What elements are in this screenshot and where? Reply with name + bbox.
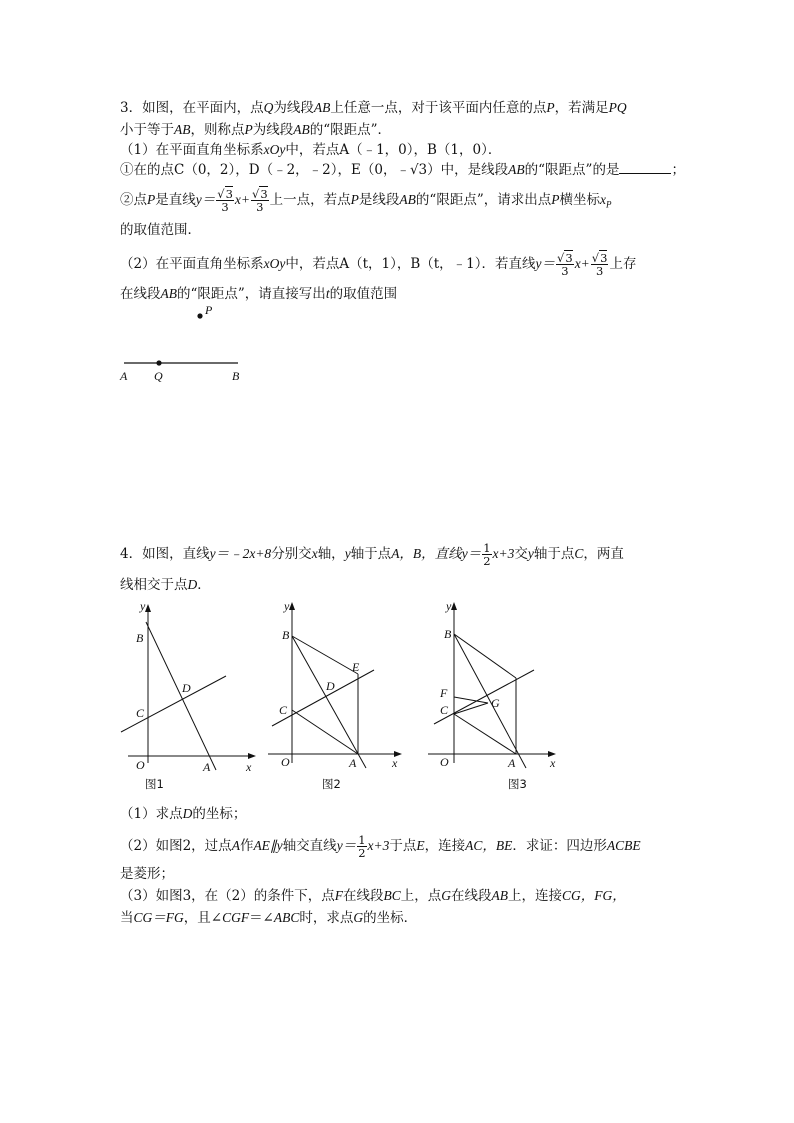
y-axis-arrow: [145, 604, 151, 612]
fraction-one-half: $\frac{1}{2}$: [358, 833, 366, 860]
label-b: B: [444, 627, 452, 641]
point-p: [197, 313, 202, 318]
label-b: B: [282, 628, 290, 642]
p4-question-2: （2）如图2，过点A作AE∥y轴交直线y＝ $\frac{1}{2}$ x+3于点E，连接AC，BE．求证：四边形ACBE: [120, 833, 641, 860]
p3-line-6: 的取值范围．: [120, 222, 201, 238]
label-o: O: [136, 758, 145, 772]
figure-3: [420, 598, 570, 798]
p3-line-5: ②点P是直线y＝ $\frac{√3}{3}$ x+ $\frac{√3}{3}$ 上一点，若点P是线段AB的“限距点”，请求出点P横坐标$x_P$: [120, 187, 612, 214]
p4-question-1: （1）求点D的坐标；: [120, 806, 247, 822]
label-g: G: [491, 696, 500, 710]
label-x: x: [392, 756, 398, 770]
label-d: D: [326, 679, 335, 693]
p3-line-4: ①在的点C（0，2），D（﹣2，﹣2），E（0，﹣√3）中，是线段AB的“限距点”的是 ；: [120, 162, 685, 178]
segment-ac: [454, 714, 516, 754]
label-y: y: [140, 599, 146, 613]
segment-ac: [292, 710, 358, 754]
line-cd: [272, 670, 374, 726]
label-a: A: [349, 756, 357, 770]
p3-line-1: 3．如图，在平面内，点Q为线段AB上任意一点，对于该平面内任意的点P，若满足PQ: [120, 100, 627, 116]
label-a: A: [120, 369, 128, 383]
x-axis-arrow: [248, 753, 256, 759]
label-b: B: [232, 369, 240, 383]
label-c: C: [440, 703, 449, 717]
label-x: x: [550, 756, 556, 770]
label-y: y: [446, 599, 452, 613]
fraction-one-half: $\frac{1}{2}$: [483, 541, 491, 568]
fraction-sqrt3-over-3: $\frac{√3}{3}$: [557, 251, 573, 278]
point-q: [156, 360, 161, 365]
label-p: P: [205, 303, 213, 317]
label-q: Q: [154, 369, 163, 383]
fraction-sqrt3-over-3: $\frac{√3}{3}$: [252, 187, 268, 214]
figure-2: [262, 598, 412, 798]
label-x: x: [246, 760, 252, 774]
line-ab: [146, 622, 216, 770]
answer-blank[interactable]: [619, 161, 671, 174]
p3-line-3: （1）在平面直角坐标系xOy中，若点A（﹣1，0），B（1，0）．: [120, 142, 502, 158]
line-cd: [434, 670, 534, 724]
line-ab: [454, 634, 526, 768]
label-e: E: [352, 660, 360, 674]
label-f: F: [440, 686, 448, 700]
caption-figure-2: 图2: [322, 777, 341, 791]
p4-question-3: （3）如图3，在（2）的条件下，点F在线段BC上，点G在线段AB上，连接CG，FG，: [120, 888, 626, 904]
label-a: A: [508, 756, 516, 770]
segment-be: [454, 634, 516, 678]
fraction-sqrt3-over-3: $\frac{√3}{3}$: [217, 187, 233, 214]
label-d: D: [182, 681, 191, 695]
label-b: B: [136, 631, 144, 645]
figure-1: [110, 598, 260, 798]
segment-cg: [454, 703, 488, 714]
p4-line-1: 4．如图，直线y＝﹣2x+8分别交x轴，y轴于点A，B，直线y＝ $\frac{1}{2}$ x+3交y轴于点C，两直: [120, 541, 624, 568]
p3-line-7: （2）在平面直角坐标系xOy中，若点A（t，1），B（t，﹣1）．若直线y＝ $\frac{√3}{3}$ x+ $\frac{√3}{3}$ 上存: [120, 251, 637, 278]
line-cd: [121, 676, 226, 732]
p4-line-2: 线相交于点D．: [120, 577, 211, 593]
p4-question-3-cont: 当CG＝FG，且∠CGF＝∠ABC时，求点G的坐标．: [120, 910, 418, 926]
label-c: C: [136, 706, 145, 720]
p3-segment-figure: [110, 300, 260, 390]
p3-line-2: 小于等于AB，则称点P为线段AB的“限距点”．: [120, 122, 392, 138]
p4-question-2-cont: 是菱形；: [120, 866, 174, 882]
caption-figure-3: 图3: [508, 777, 527, 791]
segment-be: [292, 636, 358, 674]
p3-line-8: 在线段AB的“限距点”，请直接写出t的取值范围: [120, 286, 398, 302]
fraction-sqrt3-over-3: $\frac{√3}{3}$: [591, 251, 608, 278]
label-y: y: [284, 599, 290, 613]
y-axis-arrow: [451, 602, 457, 610]
label-a: A: [203, 760, 211, 774]
line-ab: [292, 636, 366, 768]
y-axis-arrow: [289, 602, 295, 610]
label-o: O: [281, 755, 290, 769]
label-c: C: [279, 703, 288, 717]
caption-figure-1: 图1: [145, 777, 164, 791]
label-o: O: [440, 755, 449, 769]
